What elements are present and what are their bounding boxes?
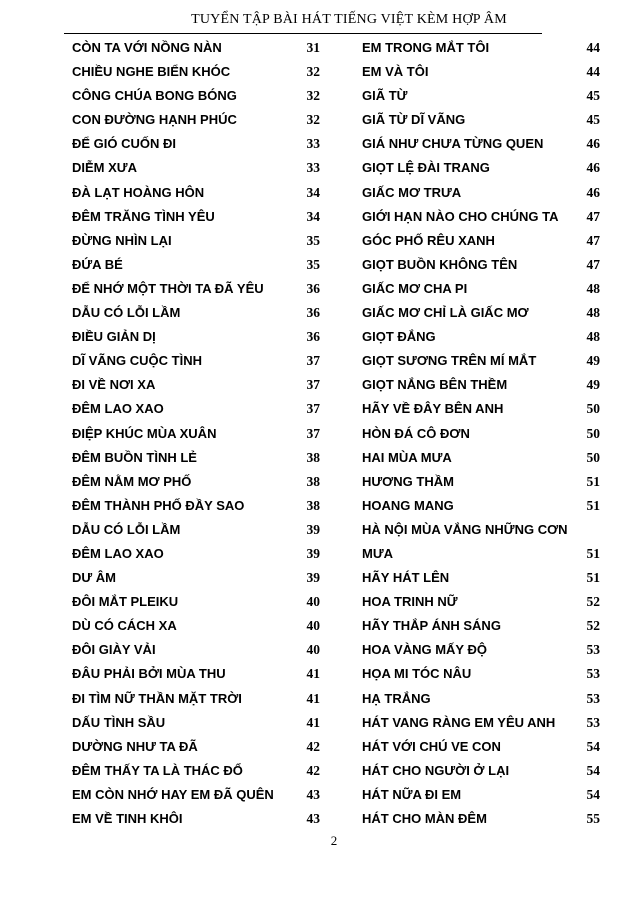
toc-entry — [72, 494, 326, 518]
toc-entry-title: ĐÊM BUỒN TÌNH LẺ — [72, 449, 197, 465]
toc-entry — [72, 84, 326, 108]
toc-entry-page: 34 — [306, 184, 320, 200]
toc-entry — [72, 422, 326, 446]
toc-entry — [72, 590, 326, 614]
toc-entry — [362, 687, 600, 711]
toc-entry-title: MƯA — [362, 545, 394, 561]
toc-entry-page: 53 — [586, 666, 600, 682]
toc-entry — [72, 349, 326, 373]
toc-entry — [362, 156, 600, 180]
toc-entry — [362, 229, 600, 253]
toc-entry-page: 53 — [586, 690, 600, 706]
toc-entry-title: ĐỂ GIÓ CUỐN ĐI — [72, 136, 177, 152]
toc-entry-page: 45 — [586, 112, 600, 128]
toc-entry-page: 33 — [306, 136, 320, 152]
toc-entry — [72, 132, 326, 156]
toc-entry-title: DIỄM XƯA — [72, 160, 137, 176]
toc-entry-title: CÒN TA VỚI NỒNG NÀN — [72, 40, 222, 55]
toc-entry-page: 49 — [586, 353, 600, 369]
toc-entry-title: GIÃ TỪ — [362, 88, 408, 104]
toc-entry-page: 32 — [306, 88, 320, 104]
toc-entry-title: HOA TRINH NỮ — [362, 594, 458, 610]
toc-entry-page: 40 — [306, 642, 320, 658]
toc-entry-title: ĐÊM LAO XAO — [72, 401, 164, 417]
toc-entry — [362, 373, 600, 397]
toc-entry-title: ĐÔI MẮT PLEIKU — [72, 594, 179, 610]
toc-entry-page: 47 — [586, 208, 600, 224]
toc-entry-page: 53 — [586, 714, 600, 730]
toc-entry — [362, 542, 600, 566]
toc-entry — [72, 470, 326, 494]
toc-entry-page: 40 — [306, 618, 320, 634]
toc-entry-title: GIÁ NHƯ CHƯA TỪNG QUEN — [362, 136, 544, 152]
toc-entry — [362, 301, 600, 325]
toc-entry-page: 40 — [306, 594, 320, 610]
toc-entry-page: 36 — [306, 280, 320, 296]
toc-entry-page: 45 — [586, 88, 600, 104]
toc-entry-page: 38 — [306, 473, 320, 489]
toc-entry-page: 47 — [586, 232, 600, 248]
toc-entry — [362, 36, 600, 60]
toc-entry — [362, 614, 600, 638]
toc-entry-title: DÙ CÓ CÁCH XA — [72, 618, 177, 634]
page-number: 2 — [330, 833, 338, 848]
toc-entry — [72, 156, 326, 180]
toc-entry — [362, 518, 600, 542]
toc-entry-title: GIỌT SƯƠNG TRÊN MÍ MẮT — [362, 353, 537, 369]
toc-entry-page: 39 — [306, 545, 320, 561]
toc-entry-title: ĐÊM THẤY TA LÀ THÁC ĐỔ — [72, 762, 243, 778]
toc-entry-page: 51 — [586, 570, 600, 586]
toc-entry — [362, 132, 600, 156]
toc-entry-title: GIỚI HẠN NÀO CHO CHÚNG TA — [362, 208, 559, 224]
toc-entry-page: 31 — [306, 40, 320, 55]
toc-entry-page: 38 — [306, 449, 320, 465]
toc-entry-page: 48 — [586, 280, 600, 296]
toc-entry — [72, 518, 326, 542]
toc-entry-page: 50 — [586, 401, 600, 417]
toc-entry — [72, 36, 326, 60]
toc-entry — [362, 60, 600, 84]
toc-entry — [362, 325, 600, 349]
toc-entry-page: 43 — [306, 811, 320, 826]
toc-entry-page: 35 — [306, 256, 320, 272]
toc-entry-page: 47 — [586, 256, 600, 272]
toc-entry — [72, 759, 326, 783]
toc-entry — [362, 662, 600, 686]
toc-entry-title: GIỌT NẮNG BÊN THỀM — [362, 377, 508, 393]
toc-entry-page: 51 — [586, 473, 600, 489]
toc-entry — [72, 783, 326, 807]
toc-entry-title: HOANG MANG — [362, 497, 454, 513]
toc-entry-title: ĐI TÌM NỮ THẦN MẶT TRỜI — [72, 690, 242, 706]
toc-entry-title: GIÃ TỪ DĨ VÃNG — [362, 112, 466, 128]
toc-entry — [72, 253, 326, 277]
toc-entry-page: 42 — [306, 738, 320, 754]
toc-entry — [72, 181, 326, 205]
toc-entry-title: GIỌT LỆ ĐÀI TRANG — [362, 160, 490, 176]
toc-entry — [362, 759, 600, 783]
toc-entry-title: GIỌT ĐẮNG — [362, 329, 436, 345]
toc-entry-page: 39 — [306, 570, 320, 586]
toc-entry-page: 49 — [586, 377, 600, 393]
toc-entry-title: ĐỨA BÉ — [72, 256, 123, 272]
toc-entry-title: ĐÀ LẠT HOÀNG HÔN — [72, 184, 205, 200]
toc-entry — [72, 325, 326, 349]
toc-entry-title: EM VỀ TINH KHÔI — [72, 811, 183, 826]
toc-entry-page: 48 — [586, 305, 600, 321]
toc-entry — [72, 277, 326, 301]
toc-entry — [362, 470, 600, 494]
toc-entry-title: HÃY THẮP ÁNH SÁNG — [362, 618, 501, 634]
toc-entry-title: HÁT VỚI CHÚ VE CON — [362, 738, 501, 754]
toc-entry-title: HÒN ĐÁ CÔ ĐƠN — [362, 425, 470, 441]
toc-entry-page: 51 — [586, 497, 600, 513]
toc-entry — [362, 181, 600, 205]
toc-entry-title: HỌA MI TÓC NÂU — [362, 666, 472, 682]
toc-entry — [362, 349, 600, 373]
toc-entry-title: DẤU TÌNH SẦU — [72, 714, 166, 730]
toc-entry-page: 50 — [586, 449, 600, 465]
toc-left-column — [72, 36, 326, 831]
toc-entry — [362, 422, 600, 446]
toc-entry — [72, 735, 326, 759]
toc-entry-page: 35 — [306, 232, 320, 248]
toc-entry-page: 41 — [306, 666, 320, 682]
toc-entry-title: HÁT VANG RÀNG EM YÊU ANH — [362, 714, 556, 730]
toc-entry-page: 54 — [586, 786, 600, 802]
toc-entry-page: 44 — [586, 64, 600, 80]
toc-entry-title: ĐI VỀ NƠI XA — [72, 377, 156, 393]
toc-entry-page: 55 — [586, 811, 600, 826]
toc-entry — [72, 711, 326, 735]
toc-entry-title: HÀ NỘI MÙA VẮNG NHỮNG CƠN — [362, 521, 568, 537]
toc-entry-page: 42 — [306, 762, 320, 778]
toc-entry — [362, 277, 600, 301]
toc-entry — [72, 108, 326, 132]
toc-entry-title: HAI MÙA MƯA — [362, 449, 452, 465]
toc-entry-page: 37 — [306, 353, 320, 369]
toc-entry-title: DƯ ÂM — [72, 570, 117, 586]
toc-entry-title: ĐÂU PHẢI BỞI MÙA THU — [72, 666, 226, 682]
toc-entry-title: GIẤC MƠ CHA PI — [362, 280, 468, 296]
toc-entry — [72, 301, 326, 325]
toc-entry-title: CON ĐƯỜNG HẠNH PHÚC — [72, 112, 237, 128]
toc-entry-title: ĐỪNG NHÌN LẠI — [72, 232, 172, 248]
toc-entry — [362, 205, 600, 229]
toc-entry-title: HƯƠNG THẦM — [362, 473, 454, 489]
toc-entry-title: HÃY VỀ ĐÂY BÊN ANH — [362, 401, 504, 417]
toc-entry-title: DĨ VÃNG CUỘC TÌNH — [72, 353, 202, 369]
toc-entry-page: 48 — [586, 329, 600, 345]
toc-entry-title: EM VÀ TÔI — [362, 64, 429, 80]
toc-entry-title: ĐÊM NẰM MƠ PHỐ — [72, 473, 192, 489]
toc-entry-title: GIỌT BUỒN KHÔNG TÊN — [362, 256, 518, 272]
toc-entry-title: EM CÒN NHỚ HAY EM ĐÃ QUÊN — [72, 786, 274, 802]
toc-entry-page: 50 — [586, 425, 600, 441]
toc-entry-title: HOA VÀNG MẤY ĐỘ — [362, 642, 487, 658]
toc-entry-page: 43 — [306, 786, 320, 802]
toc-entry-page: 41 — [306, 714, 320, 730]
toc-entry-title: GIẤC MƠ TRƯA — [362, 184, 462, 200]
toc-entry-page: 39 — [306, 521, 320, 537]
toc-entry — [72, 397, 326, 421]
toc-entry-title: HÃY HÁT LÊN — [362, 570, 450, 586]
toc-entry-title: DẪU CÓ LỖI LẦM — [72, 305, 181, 321]
toc-entry-title: ĐỂ NHỚ MỘT THỜI TA ĐÃ YÊU — [72, 280, 264, 296]
toc-entry-page: 32 — [306, 64, 320, 80]
toc-entry-title: ĐÊM LAO XAO — [72, 545, 164, 561]
toc-entry — [72, 446, 326, 470]
toc-entry-page: 36 — [306, 329, 320, 345]
toc-entry — [72, 614, 326, 638]
toc-entry-page: 37 — [306, 425, 320, 441]
running-header: TUYỂN TẬP BÀI HÁT TIẾNG VIỆT KÈM HỢP ÂM — [191, 12, 507, 27]
toc-entry-title: ĐIỆP KHÚC MÙA XUÂN — [72, 425, 217, 441]
toc-entry-page: 46 — [586, 184, 600, 200]
toc-entry — [362, 494, 600, 518]
header-rule — [64, 33, 542, 34]
toc-entry-page: 54 — [586, 738, 600, 754]
toc-entry-page: 46 — [586, 136, 600, 152]
toc-entry-title: HÁT CHO NGƯỜI Ở LẠI — [362, 762, 510, 778]
toc-entry-title: ĐÊM THÀNH PHỐ ĐẦY SAO — [72, 497, 245, 513]
toc-entry — [362, 108, 600, 132]
toc-entry — [72, 662, 326, 686]
toc-entry — [362, 253, 600, 277]
toc-entry — [362, 566, 600, 590]
toc-entry-page: 37 — [306, 377, 320, 393]
toc-entry-page: 52 — [586, 594, 600, 610]
toc-entry-title: ĐIỀU GIẢN DỊ — [72, 329, 156, 345]
toc-entry-title: HẠ TRẮNG — [362, 690, 431, 706]
toc-entry-title: GÓC PHỐ RÊU XANH — [362, 232, 495, 248]
toc-right-column — [362, 36, 600, 831]
toc-entry — [362, 711, 600, 735]
toc-entry-title: EM TRONG MẮT TÔI — [362, 40, 490, 55]
toc-entry-title: GIẤC MƠ CHỈ LÀ GIẤC MƠ — [362, 305, 529, 321]
toc-entry — [362, 590, 600, 614]
toc-entry-page: 51 — [586, 545, 600, 561]
toc-entry — [362, 446, 600, 470]
toc-entry-page: 32 — [306, 112, 320, 128]
toc-entry — [362, 807, 600, 831]
toc-entry-title: DƯỜNG NHƯ TA ĐÃ — [72, 738, 198, 754]
toc-entry — [362, 735, 600, 759]
toc-entry-title: CÔNG CHÚA BONG BÓNG — [72, 88, 237, 104]
toc-entry-page: 34 — [306, 208, 320, 224]
toc-entry-title: HÁT NỮA ĐI EM — [362, 786, 462, 802]
toc-entry-page: 54 — [586, 762, 600, 778]
toc-entry — [72, 807, 326, 831]
toc-entry-page: 37 — [306, 401, 320, 417]
toc-entry — [362, 397, 600, 421]
toc-entry-title: ĐÔI GIÀY VẢI — [72, 642, 156, 658]
toc-entry — [72, 373, 326, 397]
toc-entry-page: 53 — [586, 642, 600, 658]
toc-entry — [72, 229, 326, 253]
toc-entry-page: 44 — [586, 40, 600, 55]
toc-entry-page: 41 — [306, 690, 320, 706]
toc-entry-page: 46 — [586, 160, 600, 176]
toc-entry-page: 52 — [586, 618, 600, 634]
toc-entry-page: 38 — [306, 497, 320, 513]
toc-entry-title: CHIỀU NGHE BIỂN KHÓC — [72, 64, 231, 80]
toc-entry — [72, 638, 326, 662]
toc-entry-title: ĐÊM TRĂNG TÌNH YÊU — [72, 208, 215, 224]
toc-entry — [362, 783, 600, 807]
toc-entry — [72, 566, 326, 590]
toc-entry-page: 33 — [306, 160, 320, 176]
toc-entry — [72, 687, 326, 711]
toc-entry-title: HÁT CHO MÀN ĐÊM — [362, 811, 487, 826]
toc-entry-page: 36 — [306, 305, 320, 321]
toc-entry — [72, 205, 326, 229]
toc-entry — [72, 542, 326, 566]
toc-entry — [362, 638, 600, 662]
toc-entry-title: DẪU CÓ LỖI LẦM — [72, 521, 181, 537]
toc-entry — [72, 60, 326, 84]
toc-entry — [362, 84, 600, 108]
